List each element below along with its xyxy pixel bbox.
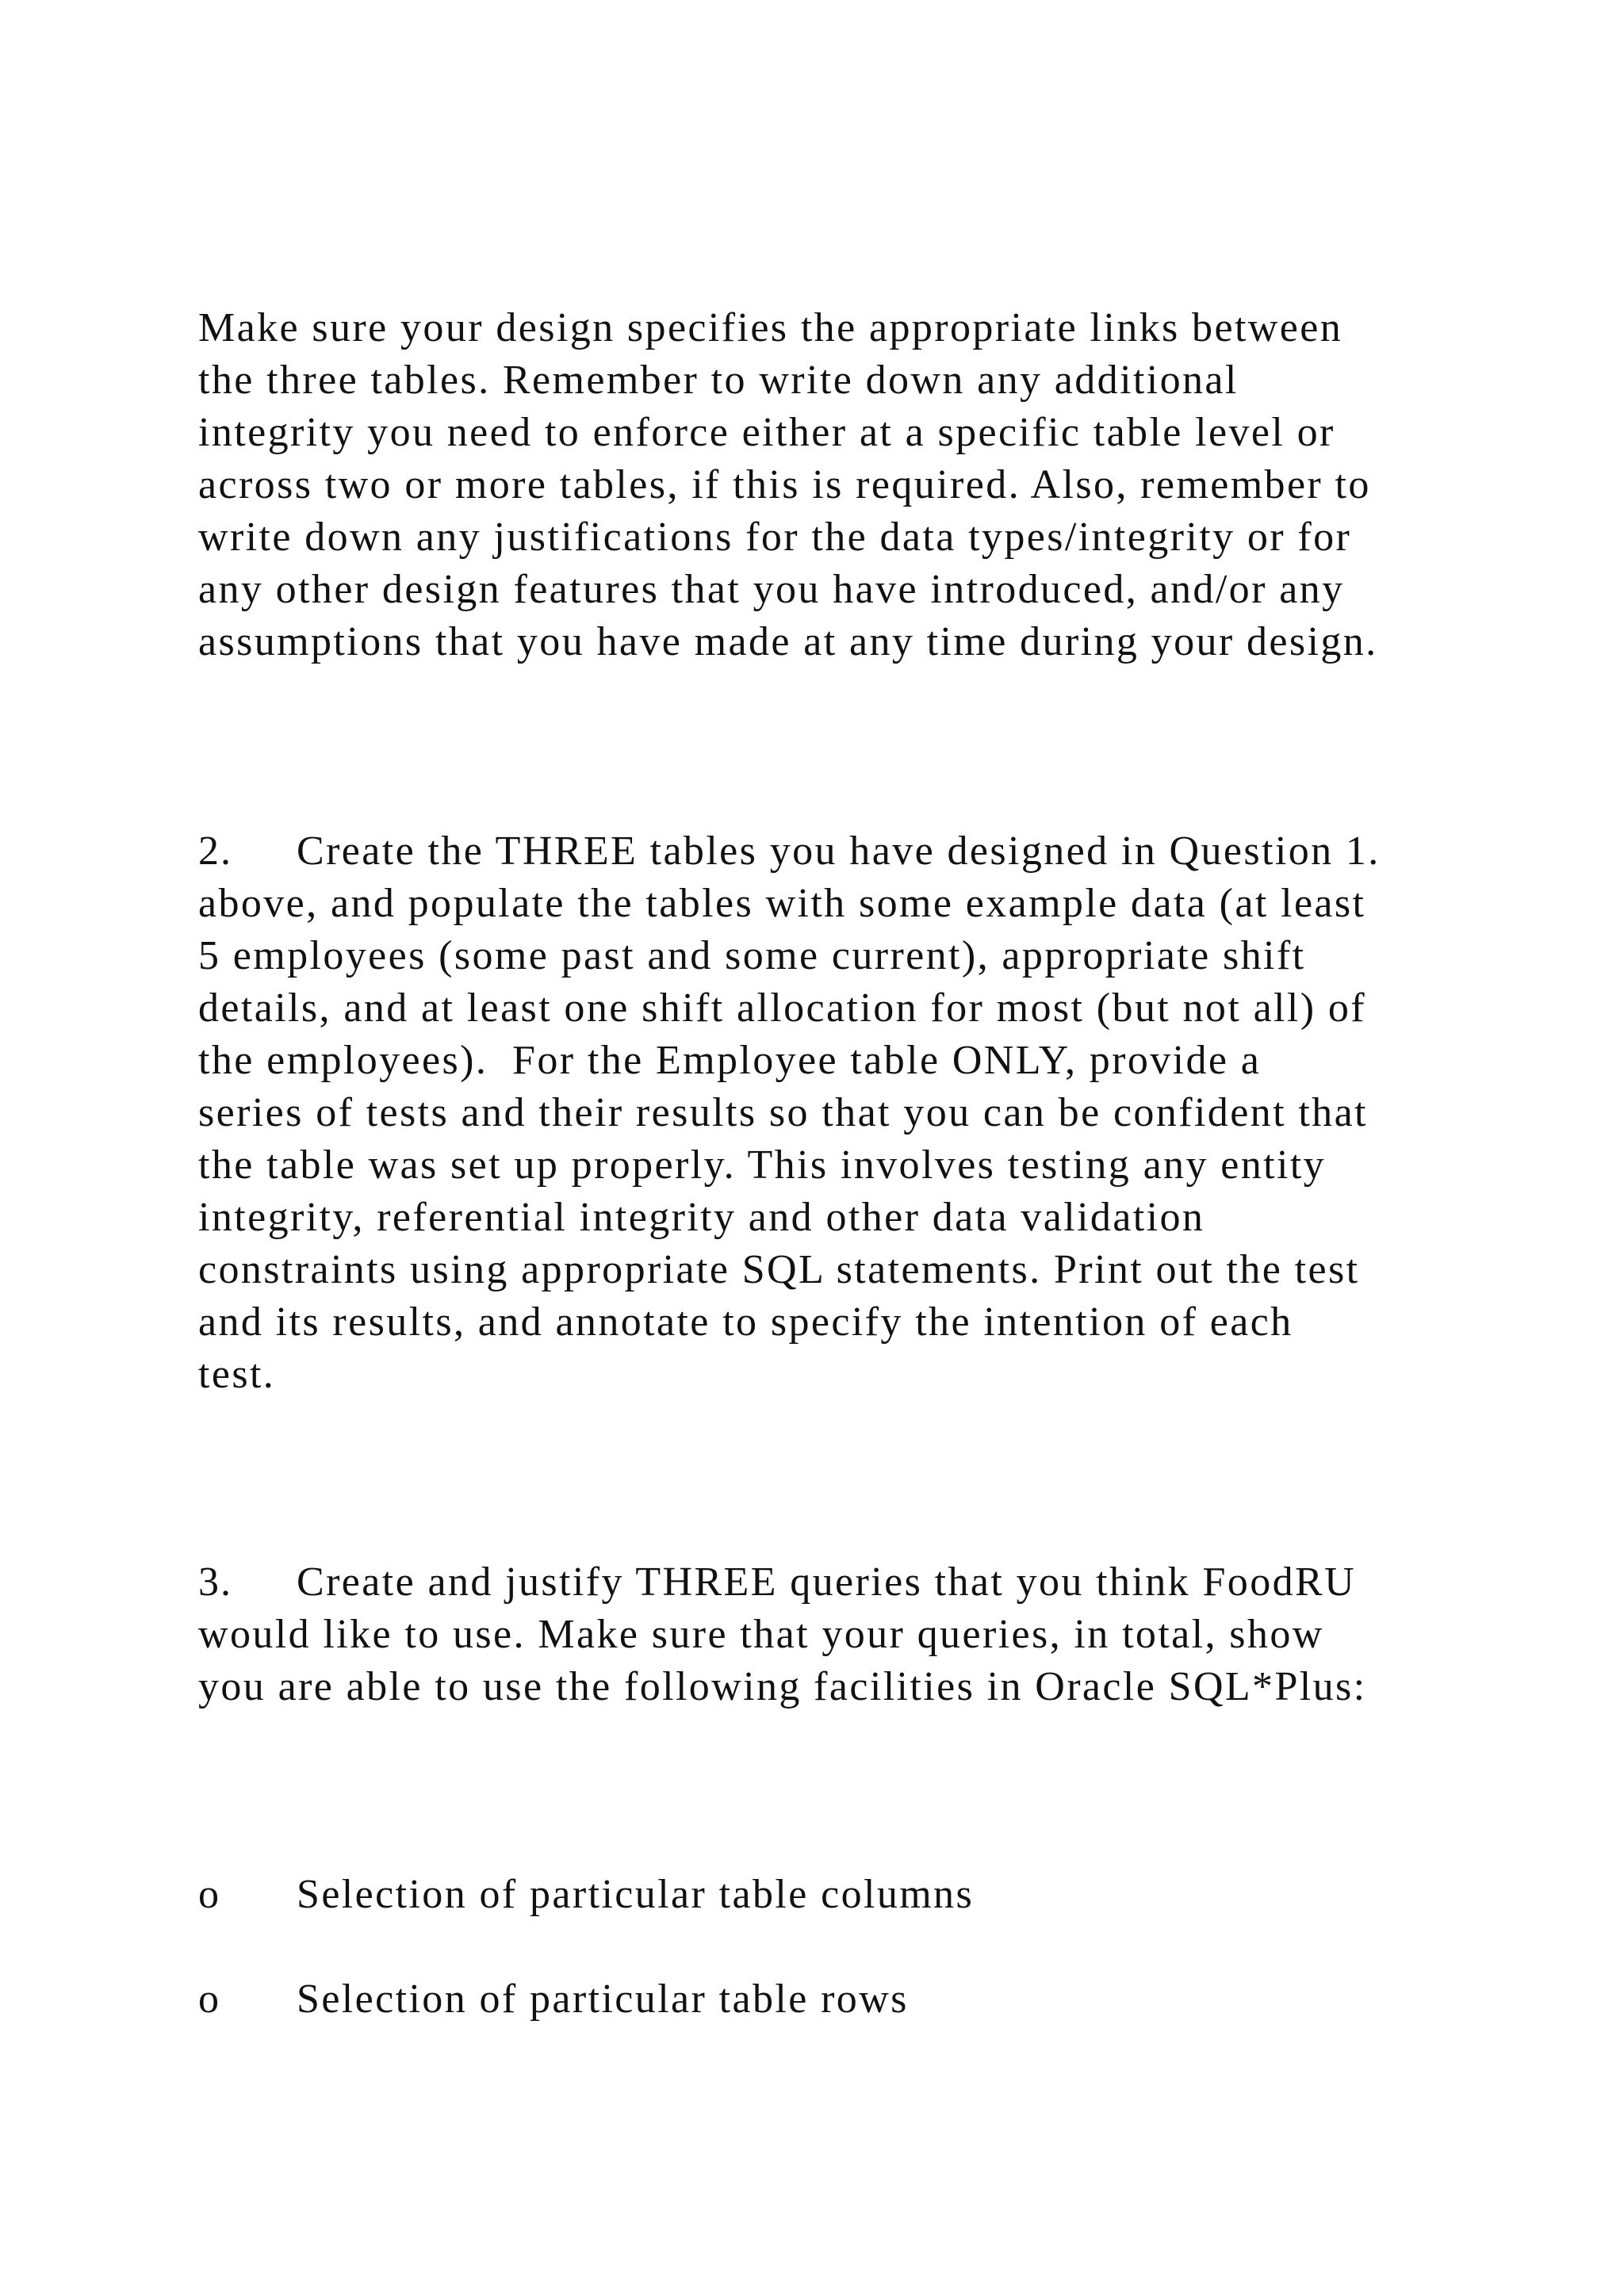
- item-line: test.: [198, 1352, 276, 1397]
- paragraph-line: the three tables. Remember to write down any additional: [198, 358, 1239, 403]
- item-line: the table was set up properly. This involves testing any entity: [198, 1142, 1327, 1188]
- item-line: above, and populate the tables with some example data (at least: [198, 881, 1366, 926]
- item-number: 3.: [198, 1559, 232, 1605]
- paragraph-line: across two or more tables, if this is required. Also, remember to: [198, 462, 1371, 507]
- bullet-text: Selection of particular table rows: [297, 1976, 909, 2022]
- paragraph-line: write down any justifications for the data types/integrity or for: [198, 515, 1352, 560]
- item-line: 5 employees (some past and some current), appropriate shift: [198, 933, 1306, 978]
- item-line: constraints using appropriate SQL statements. Print out the test: [198, 1247, 1360, 1292]
- paragraph-line: any other design features that you have introduced, and/or any: [198, 567, 1345, 612]
- paragraph-line: Make sure your design specifies the appropriate links between: [198, 305, 1343, 350]
- paragraph-line: assumptions that you have made at any time during your design.: [198, 619, 1378, 664]
- bullet-marker: o: [198, 1872, 220, 1917]
- item-line: would like to use. Make sure that your queries, in total, show: [198, 1612, 1324, 1657]
- item-number: 2.: [198, 828, 232, 874]
- paragraph-line: integrity you need to enforce either at a specific table level or: [198, 410, 1335, 455]
- item-line: and its results, and annotate to specify the intention of each: [198, 1299, 1293, 1345]
- item-line: the employees). For the Employee table ONLY, provide a: [198, 1038, 1262, 1083]
- bullet-marker: o: [198, 1976, 220, 2022]
- item-line: you are able to use the following facilities in Oracle SQL*Plus:: [198, 1664, 1367, 1709]
- bullet-text: Selection of particular table columns: [297, 1872, 975, 1917]
- item-first-line: Create and justify THREE queries that you think FoodRU: [297, 1559, 1357, 1605]
- item-line: integrity, referential integrity and other data validation: [198, 1195, 1205, 1240]
- item-first-line: Create the THREE tables you have designed in Question 1.: [297, 828, 1381, 874]
- item-line: series of tests and their results so that you can be confident that: [198, 1090, 1368, 1135]
- item-line: details, and at least one shift allocation for most (but not all) of: [198, 985, 1366, 1031]
